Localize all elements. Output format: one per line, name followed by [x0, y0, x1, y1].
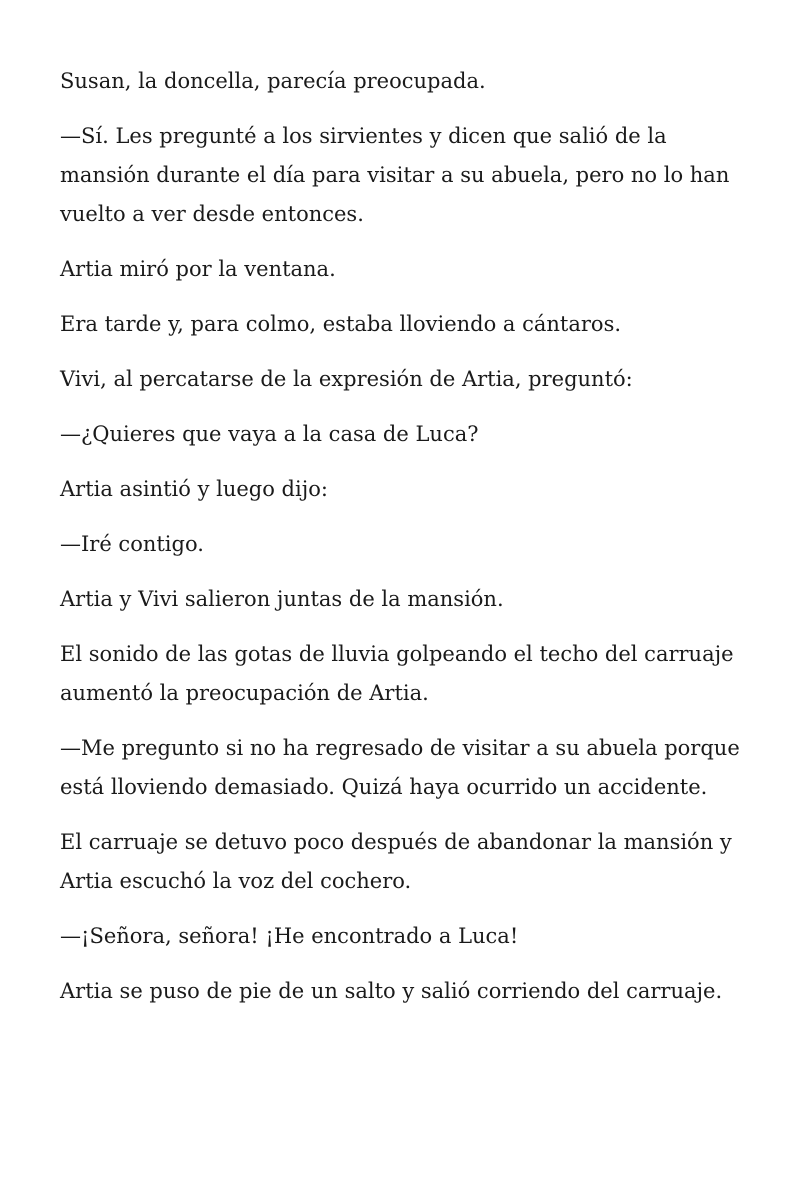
paragraph: Artia y Vivi salieron juntas de la mansión.	[60, 587, 504, 611]
paragraph: —Iré contigo.	[60, 532, 204, 556]
paragraph: —Sí. Les pregunté a los sirvientes y dicen que salió de la mansión durante el día para visitar a su abuela, pero no lo han vuelto a ver desde entonces.	[60, 124, 730, 226]
page-text	[60, 62, 740, 1027]
paragraph: —¿Quieres que vaya a la casa de Luca?	[60, 422, 479, 446]
paragraph: Artia asintió y luego dijo:	[60, 477, 328, 501]
paragraph: Era tarde y, para colmo, estaba lloviendo a cántaros.	[60, 312, 622, 336]
paragraph: El carruaje se detuvo poco después de abandonar la mansión y Artia escuchó la voz del cochero.	[60, 830, 732, 893]
paragraph: El sonido de las gotas de lluvia golpeando el techo del carruaje aumentó la preocupación de Artia.	[60, 642, 734, 705]
paragraph: —¡Señora, señora! ¡He encontrado a Luca!	[60, 924, 519, 948]
paragraph: Vivi, al percatarse de la expresión de Artia, preguntó:	[60, 367, 633, 391]
paragraph: Artia se puso de pie de un salto y salió corriendo del carruaje.	[60, 979, 723, 1003]
paragraph: —Me pregunto si no ha regresado de visitar a su abuela porque está lloviendo demasiado. Quizá haya ocurrido un accidente.	[60, 736, 740, 799]
paragraph: Susan, la doncella, parecía preocupada.	[60, 69, 486, 93]
paragraph: Artia miró por la ventana.	[60, 257, 336, 281]
